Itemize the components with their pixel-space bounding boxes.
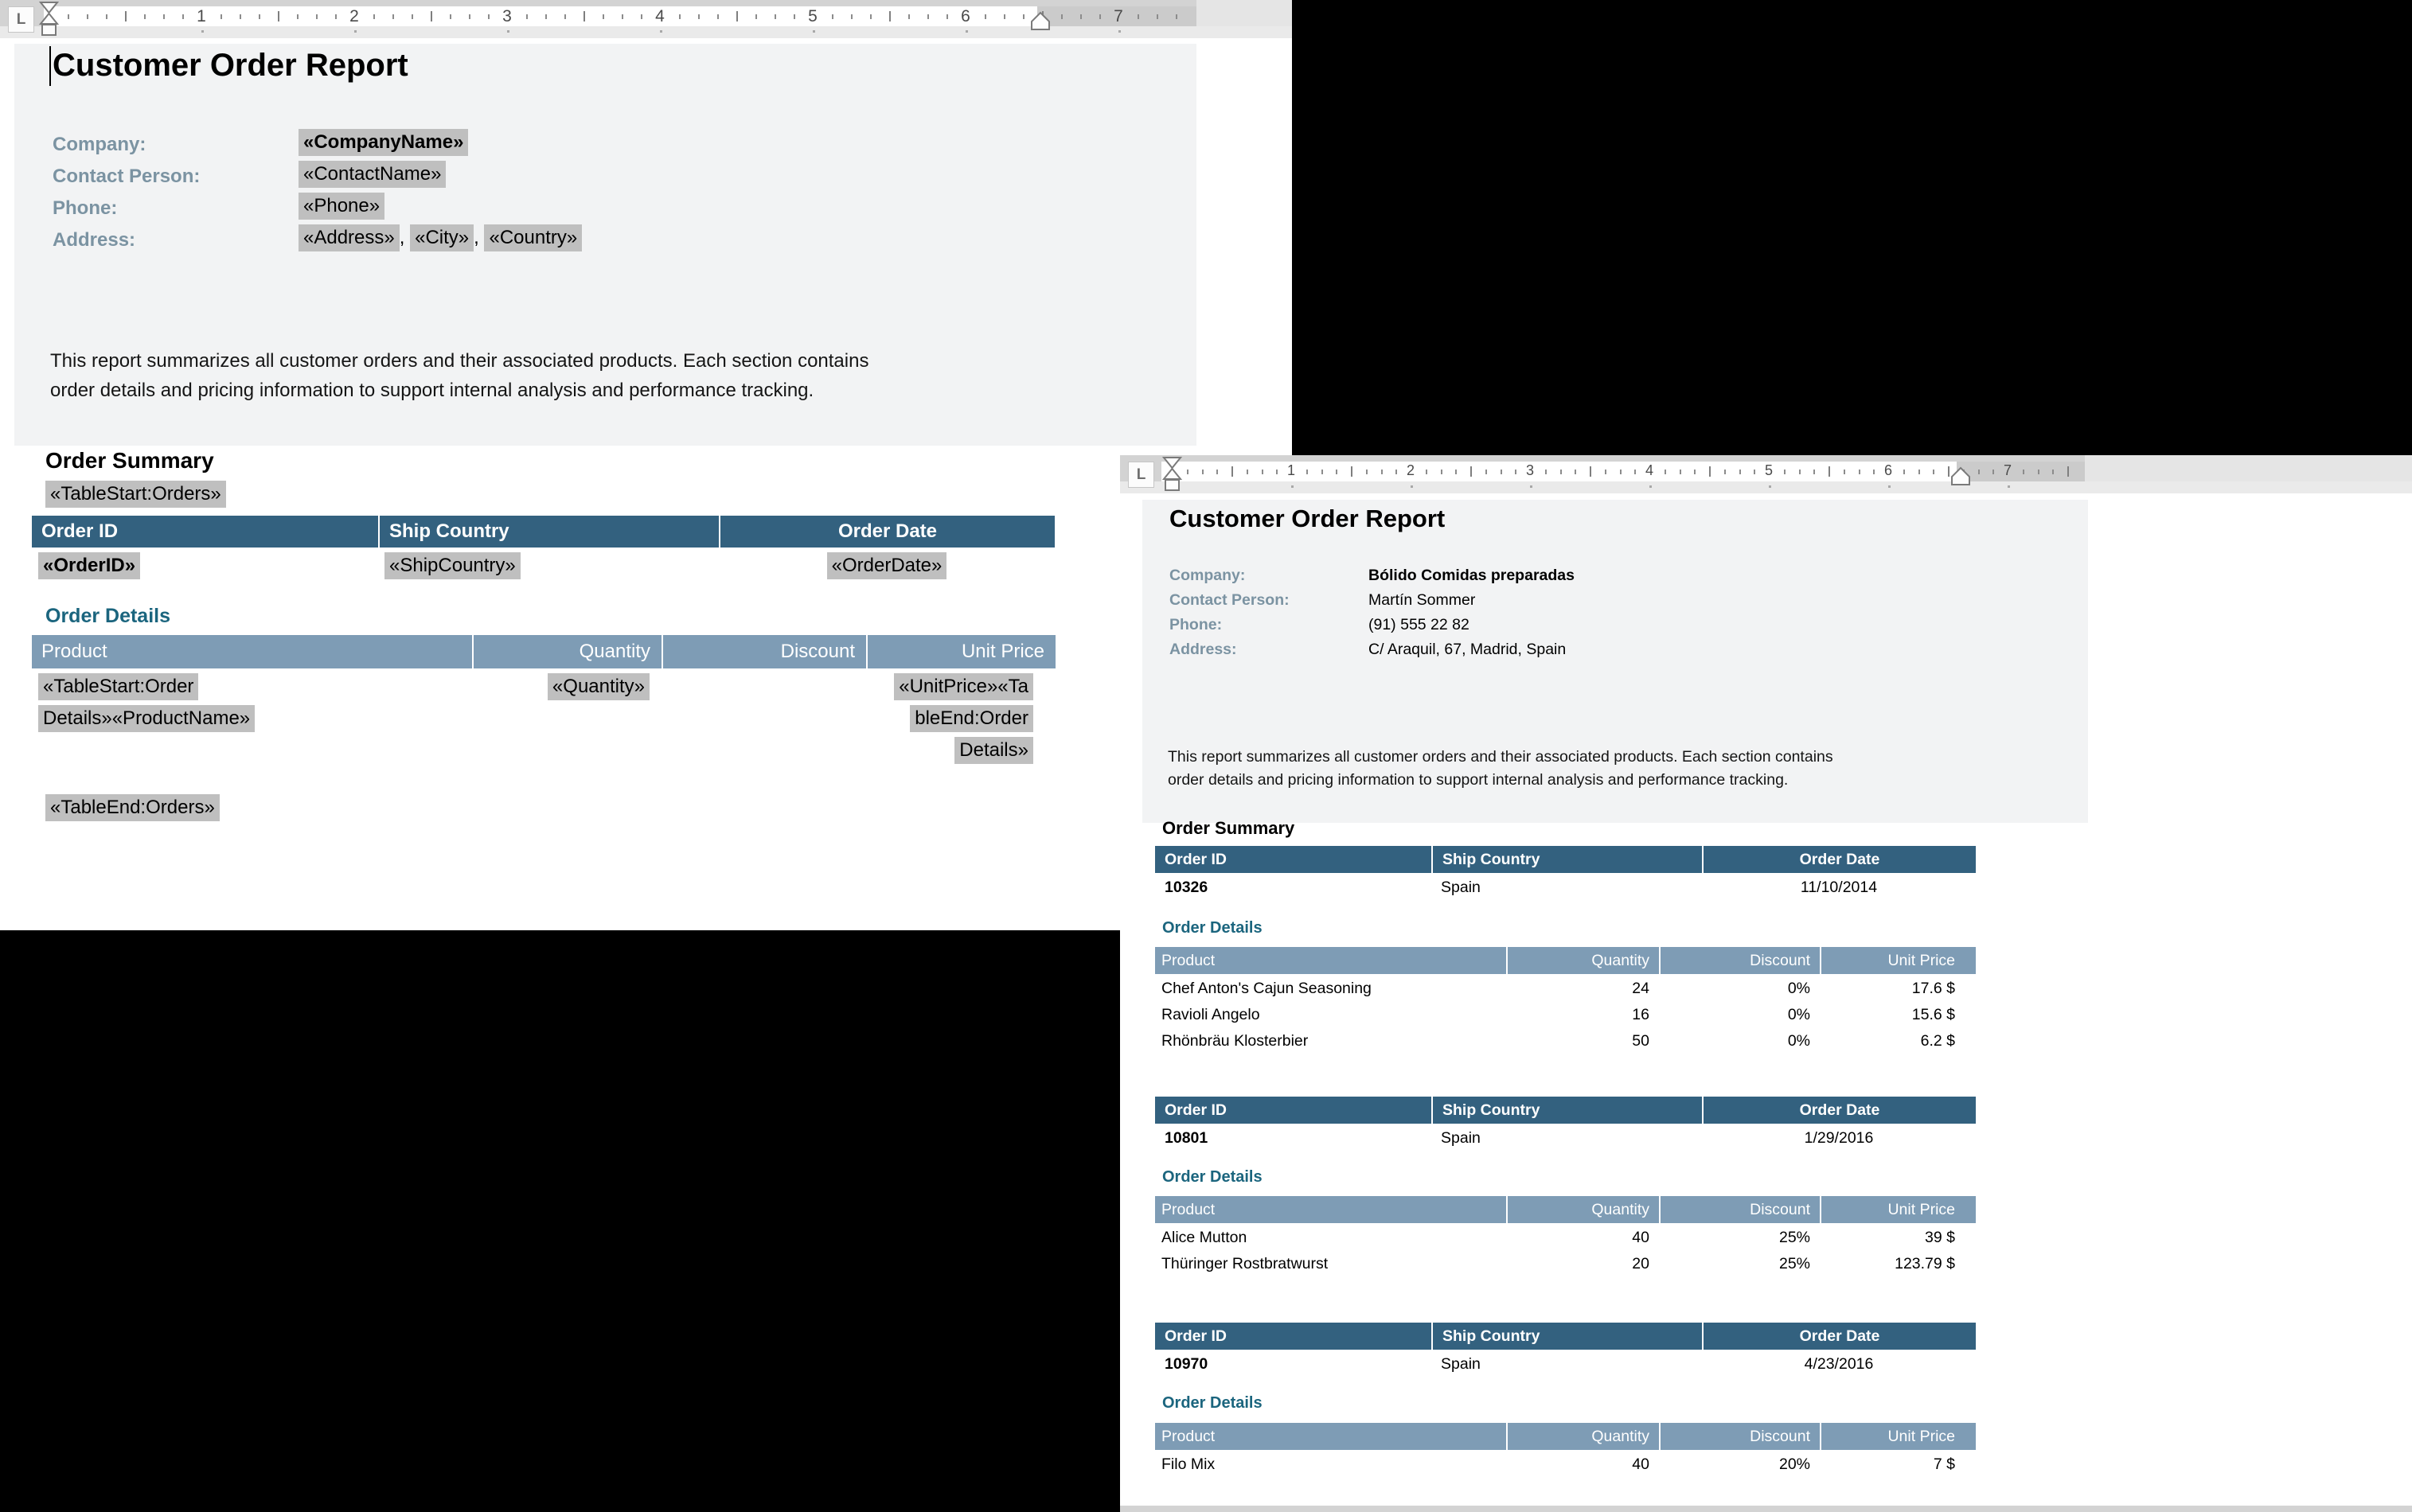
- ruler-tick: [1545, 470, 1547, 474]
- ruler-tick: [1441, 470, 1442, 474]
- ruler-tick: [1176, 14, 1177, 19]
- ruler-inch-number: 6: [1883, 462, 1893, 478]
- ruler-tick: [1351, 466, 1352, 477]
- ruler-tick: [488, 14, 490, 19]
- details-table-header-row: [1155, 947, 1976, 974]
- summary-table-data-row: [1155, 873, 1976, 902]
- ruler-inch-number: 4: [1645, 462, 1654, 478]
- details-data-row: [1155, 1450, 1976, 1476]
- ruler-tick: [1336, 470, 1337, 474]
- ruler-band-dot: [201, 30, 204, 33]
- ruler-tick: [1395, 470, 1397, 474]
- unit-price-value: 39 $: [1925, 1229, 1955, 1246]
- order-details-heading: Order Details: [1162, 1394, 1263, 1412]
- ruler-tick: [794, 14, 795, 19]
- ruler-tick: [1813, 470, 1815, 474]
- product-value: Chef Anton's Cajun Seasoning: [1161, 980, 1372, 997]
- merge-field-unit-price-line3[interactable]: Details»: [954, 737, 1033, 764]
- field-value-phone: (91) 555 22 82: [1368, 616, 1469, 633]
- field-label-address: Address:: [53, 229, 136, 251]
- ruler-tick: [1933, 470, 1934, 474]
- address-separator: ,: [474, 227, 485, 248]
- ruler-band-dot: [966, 30, 968, 33]
- product-value: Rhönbräu Klosterbier: [1161, 1032, 1309, 1050]
- ruler-inch-number: 3: [1525, 462, 1535, 478]
- ruler-tick: [2038, 470, 2039, 474]
- details-header-product: Product: [32, 635, 472, 668]
- order-id-value: 10801: [1165, 1129, 1208, 1147]
- merge-field-phone[interactable]: «Phone»: [299, 193, 384, 220]
- ruler-tick: [1455, 470, 1457, 474]
- ruler-tick: [373, 14, 375, 19]
- template-document-window: [0, 0, 1295, 930]
- ruler-tick: [545, 14, 547, 19]
- field-label-phone: Phone:: [1169, 616, 1223, 633]
- ruler-tick: [1247, 470, 1248, 474]
- ruler-tick: [1680, 470, 1681, 474]
- ruler-tick: [1799, 470, 1801, 474]
- quantity-value: 50: [1632, 1032, 1649, 1050]
- ruler-tick: [1859, 470, 1860, 474]
- ruler-inch-number: 7: [2003, 462, 2012, 478]
- discount-value: 20%: [1778, 1455, 1810, 1473]
- details-header-discount: Discount: [662, 635, 866, 668]
- summary-header-order-id: Order ID: [1155, 846, 1431, 873]
- merge-field-order-id[interactable]: «OrderID»: [38, 552, 140, 579]
- order-id-value: 10970: [1165, 1355, 1208, 1373]
- field-value-company: Bólido Comidas preparadas: [1368, 567, 1575, 584]
- ruler-tick: [2052, 470, 2054, 474]
- details-header-unit-price: Unit Price: [1820, 947, 1976, 974]
- merge-field-product-name[interactable]: Details»«ProductName»: [38, 705, 255, 732]
- ruler-tick: [125, 11, 127, 21]
- details-header-quantity: Quantity: [1506, 1423, 1659, 1450]
- summary-header-ship-country: Ship Country: [1431, 1097, 1702, 1124]
- ruler-tick: [927, 14, 929, 19]
- ship-country-value: Spain: [1441, 879, 1481, 896]
- details-header-quantity: Quantity: [472, 635, 662, 668]
- ruler-band-dot: [507, 30, 509, 33]
- ruler-tick: [392, 14, 394, 19]
- summary-header-ship-country: Ship Country: [1431, 846, 1702, 873]
- ruler-tick: [2067, 466, 2069, 477]
- ruler-tick: [1918, 470, 1920, 474]
- ruler-tick: [1515, 470, 1516, 474]
- product-value: Filo Mix: [1161, 1455, 1216, 1473]
- ruler-tick: [1231, 466, 1233, 477]
- ruler-band-dot: [1888, 485, 1891, 488]
- ruler-tick: [335, 14, 337, 19]
- ruler-tick: [106, 14, 107, 19]
- order-summary-heading: Order Summary: [45, 448, 214, 473]
- ruler-tick: [870, 14, 872, 19]
- ruler-tick: [1724, 470, 1726, 474]
- details-table-header-row: [1155, 1196, 1976, 1223]
- quantity-value: 20: [1632, 1255, 1649, 1272]
- ruler-tick: [832, 14, 833, 19]
- ruler-tick: [1978, 470, 1980, 474]
- order-details-heading: Order Details: [1162, 919, 1263, 937]
- details-header-discount: Discount: [1659, 947, 1820, 974]
- ruler-inch-number: 4: [655, 7, 665, 25]
- ruler-tick: [221, 14, 222, 19]
- field-label-contact: Contact Person:: [1169, 591, 1290, 609]
- right-indent-marker[interactable]: [1030, 11, 1051, 32]
- merge-field-table-start-orderdetails[interactable]: «TableStart:Order: [38, 673, 198, 700]
- ruler-tick: [1099, 14, 1101, 19]
- product-value: Ravioli Angelo: [1161, 1006, 1260, 1023]
- ruler-tick: [1903, 470, 1905, 474]
- ruler-inch-number: 5: [1764, 462, 1774, 478]
- summary-header-order-date: Order Date: [1702, 846, 1976, 873]
- horizontal-ruler: [0, 0, 1292, 38]
- ruler-tick: [163, 14, 165, 19]
- quantity-value: 40: [1632, 1455, 1649, 1473]
- ruler-tick: [622, 14, 623, 19]
- ruler-tick: [583, 11, 585, 21]
- summary-header-ship-country: Ship Country: [1431, 1323, 1702, 1350]
- quantity-value: 24: [1632, 980, 1649, 997]
- ruler-tick: [1276, 470, 1278, 474]
- summary-header-ship-country: Ship Country: [378, 516, 719, 548]
- field-label-company: Company:: [53, 134, 146, 155]
- order-date-value: 1/29/2016: [1804, 1129, 1874, 1147]
- horizontal-scrollbar[interactable]: [1120, 1506, 2412, 1512]
- field-value-address: C/ Araquil, 67, Madrid, Spain: [1368, 641, 1567, 658]
- merge-field-quantity[interactable]: «Quantity»: [548, 673, 650, 700]
- ruler-tick: [1739, 470, 1741, 474]
- ruler-tick: [68, 14, 69, 19]
- ruler-tick: [1784, 470, 1786, 474]
- ruler-band-dot: [1411, 485, 1413, 488]
- ruler-tick: [603, 14, 604, 19]
- page-title: Customer Order Report: [53, 48, 408, 83]
- ship-country-value: Spain: [1441, 1355, 1481, 1373]
- ruler-tick: [1501, 470, 1502, 474]
- right-indent-marker[interactable]: [1950, 466, 1971, 487]
- ruler-band-dot: [1118, 30, 1121, 33]
- summary-header-order-date: Order Date: [1702, 1323, 1976, 1350]
- order-date-value: 11/10/2014: [1800, 879, 1878, 896]
- ruler-tick: [2023, 470, 2024, 474]
- quantity-value: 16: [1632, 1006, 1649, 1023]
- indent-markers[interactable]: [1161, 457, 1183, 493]
- discount-value: 25%: [1778, 1229, 1810, 1246]
- details-data-row: [1155, 1223, 1976, 1249]
- details-header-discount: Discount: [1659, 1423, 1820, 1450]
- ruler-band-dot: [1769, 485, 1771, 488]
- ruler-tick: [412, 14, 413, 19]
- intro-paragraph-line2: order details and pricing information to support internal analysis and performance tracking.: [50, 380, 814, 401]
- ruler-tick: [431, 11, 432, 21]
- discount-value: 25%: [1778, 1255, 1810, 1272]
- ruler-inch-number: 3: [502, 7, 512, 25]
- details-header-quantity: Quantity: [1506, 1196, 1659, 1223]
- ruler-tick: [889, 11, 891, 21]
- ruler-tick: [469, 14, 470, 19]
- ruler-tick: [1634, 470, 1636, 474]
- ruler-tick: [526, 14, 528, 19]
- rendered-page: [1120, 493, 2412, 1506]
- order-details-heading: Order Details: [1162, 1168, 1263, 1186]
- ruler-band-dot: [813, 30, 815, 33]
- details-header-discount: Discount: [1659, 1196, 1820, 1223]
- ruler-tick: [1187, 470, 1188, 474]
- ruler-band-dot: [1649, 485, 1652, 488]
- details-table-header-row: [32, 635, 1056, 668]
- merge-field-ship-country[interactable]: «ShipCountry»: [384, 552, 521, 579]
- ruler-tick: [851, 14, 853, 19]
- ruler-tick: [450, 14, 451, 19]
- ruler-tick: [946, 14, 948, 19]
- ruler-tick: [1620, 470, 1622, 474]
- ruler-tick: [1366, 470, 1368, 474]
- ruler-tick: [1575, 470, 1576, 474]
- discount-value: 0%: [1787, 1006, 1810, 1023]
- ruler-inch-number: 1: [197, 7, 206, 25]
- details-header-product: Product: [1155, 947, 1506, 974]
- details-header-unit-price: Unit Price: [1820, 1423, 1976, 1450]
- ruler-tick: [297, 14, 299, 19]
- details-header-unit-price: Unit Price: [866, 635, 1056, 668]
- field-value-contact: Martín Sommer: [1368, 591, 1476, 609]
- horizontal-ruler: [1120, 455, 2412, 493]
- field-label-contact: Contact Person:: [53, 166, 201, 187]
- ruler-tick: [1321, 470, 1323, 474]
- summary-table-field-row: [32, 552, 1055, 579]
- ruler-tick: [1262, 470, 1263, 474]
- ruler-band-dot: [354, 30, 357, 33]
- field-label-address: Address:: [1169, 641, 1237, 658]
- ruler-tick: [1665, 470, 1666, 474]
- ruler-band-dot: [2008, 485, 2010, 488]
- ruler-tick: [1948, 466, 1950, 477]
- unit-price-value: 17.6 $: [1911, 980, 1955, 997]
- details-data-row: [1155, 1000, 1976, 1027]
- intro-paragraph-line1: This report summarizes all customer orders and their associated products. Each section contains: [50, 350, 869, 372]
- merge-field-country[interactable]: «Country»: [484, 224, 582, 251]
- ruler-tick: [564, 14, 566, 19]
- summary-header-order-date: Order Date: [1702, 1097, 1976, 1124]
- ruler-ticks: [0, 0, 1292, 38]
- unit-price-value: 7 $: [1933, 1455, 1955, 1473]
- ruler-tick: [1023, 14, 1025, 19]
- ruler-tick: [679, 14, 681, 19]
- ruler-tick: [1605, 470, 1606, 474]
- merge-field-unit-price-line1[interactable]: «UnitPrice»«Ta: [894, 673, 1033, 700]
- ruler-inch-number: 5: [808, 7, 818, 25]
- quantity-value: 40: [1632, 1229, 1649, 1246]
- ruler-tick: [1004, 14, 1005, 19]
- summary-table-header-row: [32, 516, 1055, 548]
- ruler-tick: [1080, 14, 1082, 19]
- unit-price-value: 15.6 $: [1911, 1006, 1955, 1023]
- intro-paragraph-line1: This report summarizes all customer orders and their associated products. Each section contains: [1168, 748, 1833, 766]
- intro-paragraph-line2: order details and pricing information to support internal analysis and performance tracking.: [1168, 771, 1789, 789]
- ruler-tick: [1709, 466, 1711, 477]
- order-details-heading: Order Details: [45, 605, 171, 627]
- ruler-tick: [1829, 466, 1830, 477]
- ruler-tick: [1381, 470, 1383, 474]
- ruler-inch-number: 7: [1114, 7, 1123, 25]
- merge-field-company-name[interactable]: «CompanyName»: [299, 129, 468, 156]
- merge-field-unit-price-line2[interactable]: bleEnd:Order: [910, 705, 1033, 732]
- page-title: Customer Order Report: [1169, 505, 1446, 532]
- ruler-tick: [1590, 466, 1591, 477]
- ruler-tick: [1754, 470, 1755, 474]
- ruler-tick: [641, 14, 642, 19]
- merge-field-table-start-orders[interactable]: «TableStart:Orders»: [45, 481, 226, 508]
- ruler-inch-number: 2: [1406, 462, 1415, 478]
- ruler-tick: [316, 14, 318, 19]
- ruler-tick: [259, 14, 260, 19]
- tab-selector-button[interactable]: [1128, 462, 1154, 488]
- ruler-tick: [908, 14, 910, 19]
- summary-header-order-id: Order ID: [1155, 1323, 1431, 1350]
- ruler-inch-number: 1: [1286, 462, 1296, 478]
- ruler-tick: [1694, 470, 1696, 474]
- summary-header-order-date: Order Date: [719, 516, 1055, 548]
- summary-table-header-row: [1155, 1323, 1976, 1350]
- summary-table-header-row: [1155, 1097, 1976, 1124]
- ruler-tick: [985, 14, 986, 19]
- ruler-tick: [1485, 470, 1487, 474]
- summary-header-order-id: Order ID: [1155, 1097, 1431, 1124]
- product-value: Alice Mutton: [1161, 1229, 1247, 1246]
- ruler-tick: [1306, 470, 1308, 474]
- unit-price-value: 6.2 $: [1920, 1032, 1955, 1050]
- ruler-tick: [1873, 470, 1875, 474]
- ruler-tick: [1061, 14, 1063, 19]
- ruler-tick: [278, 11, 279, 21]
- ruler-band-dot: [660, 30, 662, 33]
- ship-country-value: Spain: [1441, 1129, 1481, 1147]
- details-data-row: [1155, 1249, 1976, 1276]
- order-summary-heading: Order Summary: [1162, 818, 1295, 838]
- details-header-product: Product: [1155, 1196, 1506, 1223]
- merge-field-address[interactable]: «Address»: [299, 224, 400, 251]
- ruler-tick: [1844, 470, 1845, 474]
- discount-value: 0%: [1787, 980, 1810, 997]
- ruler-inch-number: 6: [961, 7, 970, 25]
- ruler-tick: [755, 14, 757, 19]
- ruler-ticks: [1120, 455, 2412, 493]
- ruler-tick: [182, 14, 184, 19]
- order-id-value: 10326: [1165, 879, 1208, 896]
- left-tab-icon: L: [16, 11, 26, 28]
- ruler-tick: [87, 14, 88, 19]
- discount-value: 0%: [1787, 1032, 1810, 1050]
- ruler-tick: [1560, 470, 1562, 474]
- summary-table-data-row: [1155, 1124, 1976, 1152]
- details-table-header-row: [1155, 1423, 1976, 1450]
- indent-markers[interactable]: [38, 2, 60, 37]
- ruler-tick: [1992, 470, 1994, 474]
- product-value: Thüringer Rostbratwurst: [1161, 1255, 1329, 1272]
- details-data-row: [1155, 1027, 1976, 1053]
- ruler-tick: [775, 14, 776, 19]
- text-cursor: [49, 46, 51, 86]
- details-data-row: [1155, 974, 1976, 1000]
- left-tab-icon: L: [1136, 466, 1146, 483]
- unit-price-value: 123.79 $: [1895, 1255, 1955, 1272]
- summary-table-data-row: [1155, 1350, 1976, 1378]
- ruler-tick: [144, 14, 146, 19]
- summary-table-header-row: [1155, 846, 1976, 873]
- ruler-tick: [240, 14, 241, 19]
- ruler-tick: [1138, 14, 1139, 19]
- details-header-unit-price: Unit Price: [1820, 1196, 1976, 1223]
- ruler-tick: [1157, 14, 1158, 19]
- ruler-band-dot: [1530, 485, 1532, 488]
- summary-header-order-id: Order ID: [32, 516, 378, 548]
- field-label-phone: Phone:: [53, 197, 118, 219]
- ruler-tick: [736, 11, 738, 21]
- ruler-tick: [1426, 470, 1427, 474]
- ruler-tick: [698, 14, 700, 19]
- ruler-band-dot: [1291, 485, 1294, 488]
- details-header-quantity: Quantity: [1506, 947, 1659, 974]
- address-separator: ,: [399, 227, 411, 248]
- merge-field-order-date[interactable]: «OrderDate»: [827, 552, 947, 579]
- ruler-tick: [1202, 470, 1204, 474]
- order-date-value: 4/23/2016: [1804, 1355, 1874, 1373]
- ruler-tick: [717, 14, 719, 19]
- merge-field-table-end-orders[interactable]: «TableEnd:Orders»: [45, 794, 220, 821]
- ruler-inch-number: 2: [349, 7, 359, 25]
- template-page: [0, 38, 1295, 930]
- merge-field-contact-name[interactable]: «ContactName»: [299, 161, 446, 188]
- tab-selector-button[interactable]: [8, 6, 34, 33]
- details-header-product: Product: [1155, 1423, 1506, 1450]
- rendered-document-window: [1120, 455, 2412, 1512]
- ruler-tick: [1216, 470, 1218, 474]
- ruler-tick: [1470, 466, 1472, 477]
- merge-field-city[interactable]: «City»: [410, 224, 474, 251]
- field-label-company: Company:: [1169, 567, 1246, 584]
